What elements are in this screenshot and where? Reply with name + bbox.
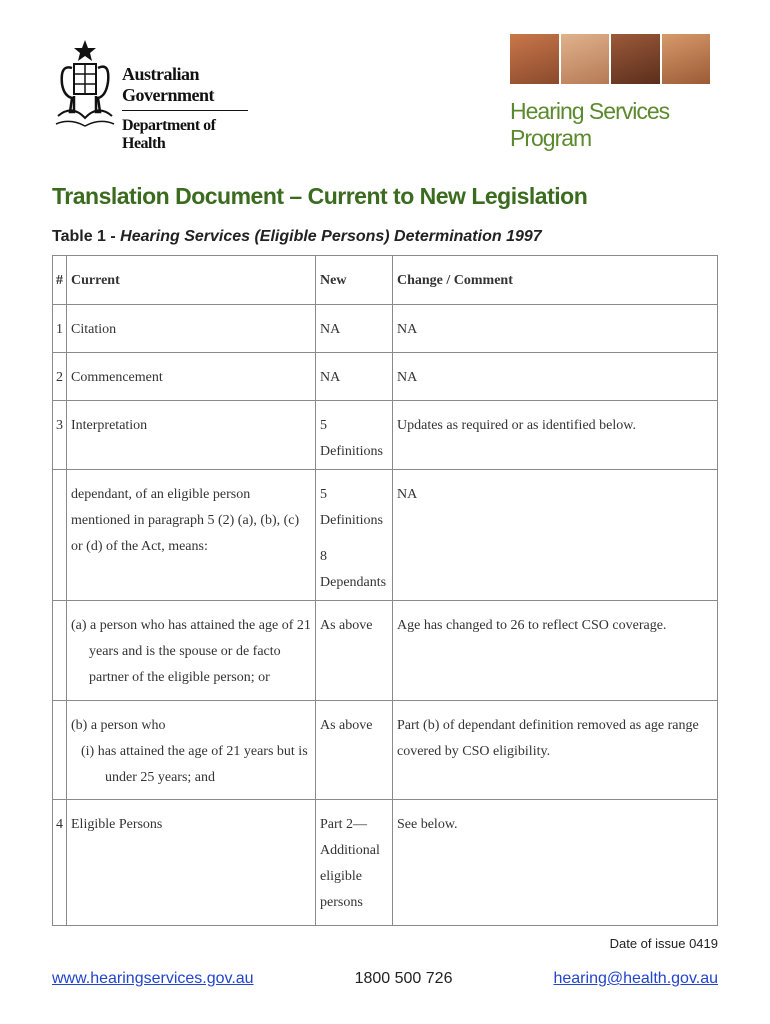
issue-date: Date of issue 0419 (609, 936, 718, 951)
table-header-row (53, 256, 718, 305)
logo-divider (122, 110, 248, 111)
row-current-item: (a) a person who has attained the age of 21 years and is the spouse or de facto partner of the eligible person; or (71, 618, 311, 685)
row-current: Citation (67, 305, 316, 353)
row-num: 2 (53, 353, 67, 401)
table-row (53, 800, 718, 926)
row-num: 3 (53, 401, 67, 470)
row-new: As above (316, 701, 393, 800)
row-current (67, 601, 316, 701)
coat-of-arms-icon (52, 34, 118, 134)
row-num (53, 470, 67, 601)
row-current: dependant, of an eligible person mentioned in paragraph 5 (2) (a), (b), (c) or (d) of the Act, means: (67, 470, 316, 601)
program-name: Hearing Services Program (510, 98, 670, 151)
row-new: As above (316, 601, 393, 701)
row-new: Part 2—Additional eligible persons (316, 800, 393, 926)
row-change: NA (393, 305, 718, 353)
website-link[interactable]: www.hearingservices.gov.au (52, 970, 254, 987)
row-current: Interpretation (67, 401, 316, 470)
row-num (53, 701, 67, 800)
row-current: Eligible Persons (67, 800, 316, 926)
row-new (316, 470, 393, 601)
header-num: # (53, 256, 67, 305)
row-change: NA (393, 470, 718, 601)
header-current: Current (67, 256, 316, 305)
table-row (53, 353, 718, 401)
department-name: Department of Health (122, 117, 216, 152)
table-row (53, 701, 718, 800)
row-current (67, 701, 316, 800)
row-current: Commencement (67, 353, 316, 401)
table-row (53, 601, 718, 701)
translation-table (52, 255, 718, 926)
government-name: Australian Government (122, 64, 214, 105)
header-new: New (316, 256, 393, 305)
row-change: NA (393, 353, 718, 401)
row-current-subitem: (i) has attained the age of 21 years but is under 25 years; and (81, 744, 308, 785)
row-num (53, 601, 67, 701)
row-new-line: 8 Dependants (320, 549, 387, 590)
program-photo-strip (510, 34, 710, 84)
photo-family-image (510, 34, 559, 84)
row-num: 4 (53, 800, 67, 926)
row-change: Updates as required or as identified below. (393, 401, 718, 470)
row-new: NA (316, 353, 393, 401)
phone-number: 1800 500 726 (354, 970, 453, 987)
row-change: Part (b) of dependant definition removed as age range covered by CSO eligibility. (393, 701, 718, 800)
photo-ear-image (561, 34, 610, 84)
row-change: Age has changed to 26 to reflect CSO coverage. (393, 601, 718, 701)
footer (52, 970, 718, 988)
table-row (53, 305, 718, 353)
row-current-item: (b) a person who (71, 718, 166, 733)
table-caption-prefix: Table 1 - (52, 228, 121, 245)
hearing-services-program-logo (510, 34, 710, 151)
photo-elder-image (662, 34, 711, 84)
australian-government-logo (52, 34, 252, 152)
row-new: 5 Definitions (316, 401, 393, 470)
page-title: Translation Document – Current to New Legislation (52, 183, 588, 209)
row-new-line: 5 Definitions (320, 487, 383, 528)
email-link[interactable]: hearing@health.gov.au (553, 970, 718, 987)
table-row (53, 401, 718, 470)
header-change: Change / Comment (393, 256, 718, 305)
row-new: NA (316, 305, 393, 353)
row-change: See below. (393, 800, 718, 926)
photo-person-image (611, 34, 660, 84)
table-caption (52, 228, 542, 246)
table-caption-name: Hearing Services (Eligible Persons) Determination 1997 (120, 228, 542, 245)
row-num: 1 (53, 305, 67, 353)
table-row (53, 470, 718, 601)
